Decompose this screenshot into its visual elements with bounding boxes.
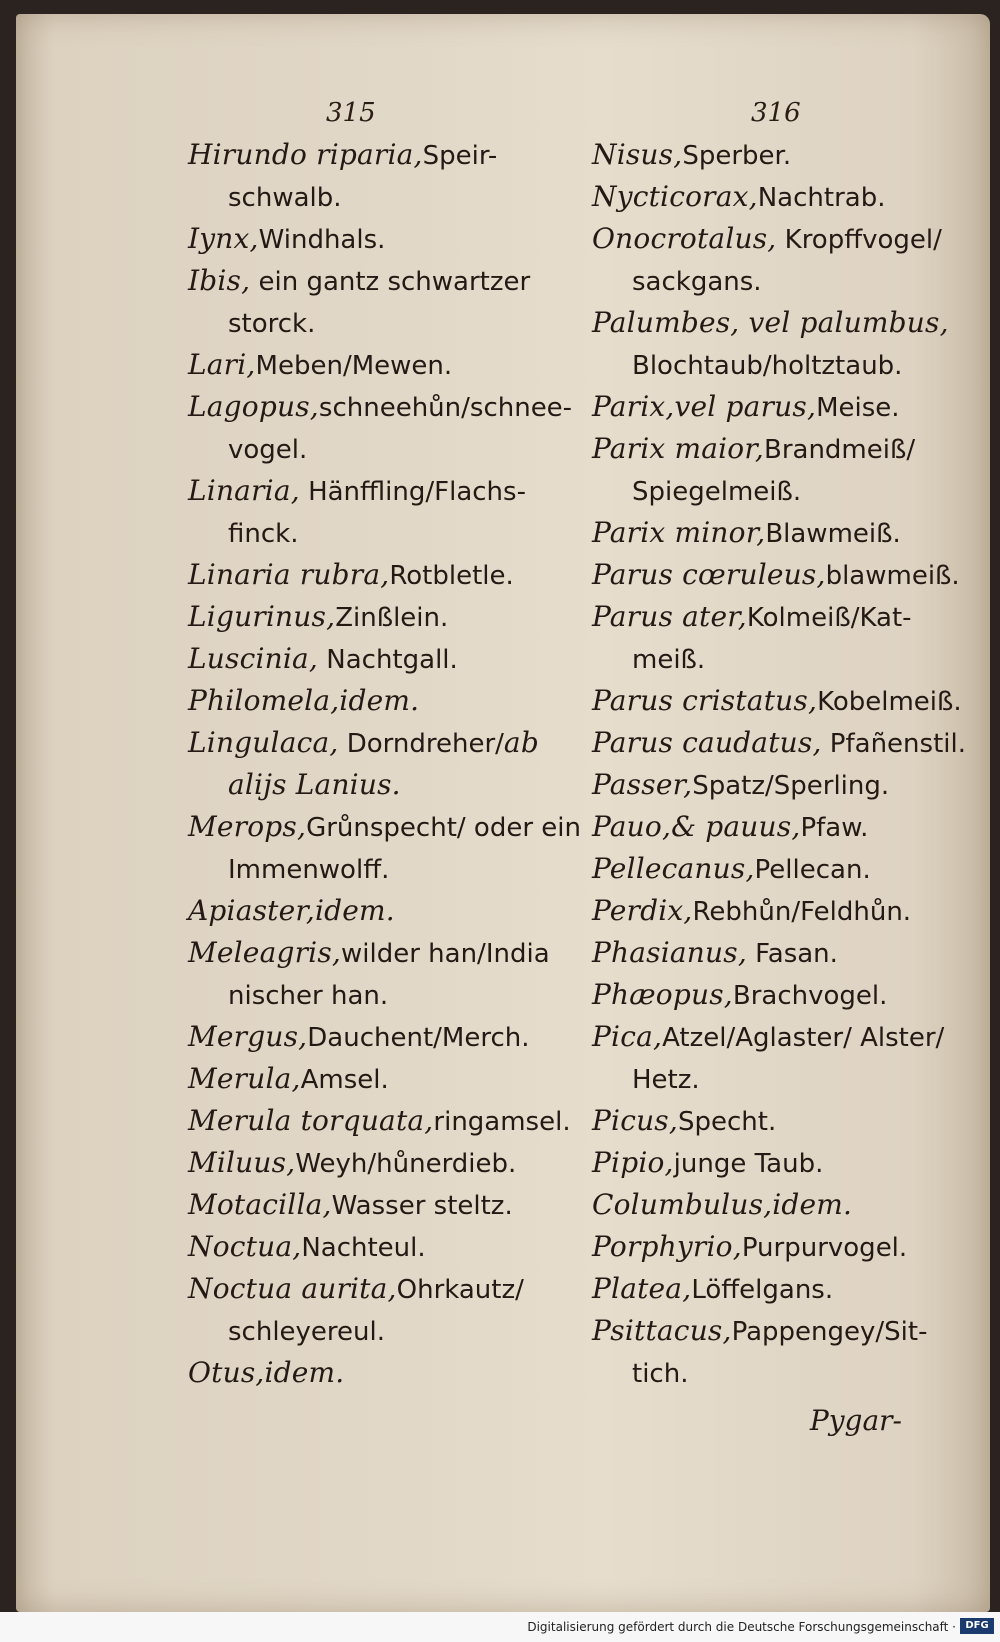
latin-term: Meleagris, <box>188 936 341 969</box>
latin-term: Perdix, <box>592 894 693 927</box>
entry-line <box>592 218 992 260</box>
entry-line <box>592 764 992 806</box>
entry-line <box>592 1226 992 1268</box>
latin-term: Columbulus,idem. <box>592 1188 853 1221</box>
german-term: ringamsel. <box>433 1107 571 1137</box>
german-term: Nachtrab. <box>757 183 886 213</box>
entry-line <box>188 680 568 722</box>
page-number-right: 316 <box>751 98 801 128</box>
latin-term: Noctua, <box>188 1230 302 1263</box>
entry-line <box>188 344 568 386</box>
latin-term: ab <box>503 726 539 759</box>
entry-line <box>592 1142 992 1184</box>
entry-line <box>592 1310 992 1352</box>
german-term: Hetz. <box>632 1065 700 1095</box>
german-term: schwalb. <box>228 183 342 213</box>
entry-line <box>188 1016 568 1058</box>
german-term: Rebhůn/Feldhůn. <box>692 897 912 927</box>
german-term: Purpurvogel. <box>741 1233 908 1263</box>
latin-term: Linaria rubra, <box>188 558 390 591</box>
german-term: storck. <box>228 309 316 339</box>
entry-line <box>188 428 568 470</box>
german-term: Speir- <box>422 141 498 171</box>
german-term: Amsel. <box>300 1065 389 1095</box>
latin-term: Pipio, <box>592 1146 674 1179</box>
german-term: Fasan. <box>746 939 838 969</box>
entry-line <box>188 848 568 890</box>
entry-line <box>188 806 581 848</box>
latin-term: Nycticorax, <box>592 180 758 213</box>
entry-line <box>188 890 568 932</box>
german-term: schleyereul. <box>228 1317 386 1347</box>
latin-term: Porphyrio, <box>592 1230 742 1263</box>
entry-line <box>592 1184 992 1226</box>
entry-line <box>188 218 568 260</box>
entry-line <box>592 890 992 932</box>
entry-line <box>188 470 568 512</box>
page-number-left: 315 <box>326 98 376 128</box>
entry-line <box>592 386 992 428</box>
entry-line <box>592 1100 992 1142</box>
latin-term: Platea, <box>592 1272 692 1305</box>
dfg-logo: DFG <box>960 1618 994 1634</box>
book-page <box>16 14 990 1612</box>
german-term: Ohrkautz/ <box>396 1275 524 1305</box>
german-term: schneehůn/schnee- <box>318 393 573 423</box>
german-term: Pellecan. <box>754 855 871 885</box>
entry-line <box>188 1142 568 1184</box>
latin-term: Lingulaca, <box>188 726 339 759</box>
latin-term: Ibis, <box>188 264 251 297</box>
latin-term: Ligurinus, <box>188 600 336 633</box>
german-term: Brachvogel. <box>732 981 888 1011</box>
entry-line <box>188 1184 568 1226</box>
german-term: Blawmeiß. <box>765 519 901 549</box>
german-term: Dauchent/Merch. <box>307 1023 530 1053</box>
entry-line <box>592 512 992 554</box>
latin-term: Parus cœruleus, <box>592 558 826 591</box>
latin-term: Pellecanus, <box>592 852 755 885</box>
german-term: Weyh/hůnerdieb. <box>295 1149 517 1179</box>
entry-line <box>592 1016 992 1058</box>
latin-term: Passer, <box>592 768 693 801</box>
german-term: Rotbletle. <box>389 561 514 591</box>
latin-term: Parix minor, <box>592 516 766 549</box>
german-term: Wasser steltz. <box>331 1191 513 1221</box>
latin-term: Apiaster,idem. <box>188 894 395 927</box>
entry-line <box>592 302 992 344</box>
entry-line <box>188 764 568 806</box>
entry-line <box>592 680 992 722</box>
latin-term: Linaria, <box>188 474 300 507</box>
entry-line <box>188 260 568 302</box>
german-term: Kolmeiß/Kat- <box>746 603 912 633</box>
entry-line <box>188 512 568 554</box>
entry-line <box>188 1100 571 1142</box>
german-term: Kropffvogel/ <box>776 225 942 255</box>
latin-term: Lagopus, <box>188 390 319 423</box>
german-term: Grůnspecht/ oder ein <box>306 813 581 843</box>
latin-term: Iynx, <box>188 222 259 255</box>
latin-term: Parix,vel parus, <box>592 390 817 423</box>
entry-line <box>592 554 992 596</box>
entry-line <box>592 932 992 974</box>
german-term: sackgans. <box>632 267 762 297</box>
german-term: Spiegelmeiß. <box>632 477 802 507</box>
latin-term: Merops, <box>188 810 307 843</box>
german-term: junge Taub. <box>673 1149 824 1179</box>
latin-term: Philomela,idem. <box>188 684 420 717</box>
entry-line <box>592 344 992 386</box>
latin-term: Picus, <box>592 1104 678 1137</box>
entry-line <box>592 176 992 218</box>
entry-line <box>592 428 992 470</box>
footer-bar <box>0 1612 1000 1642</box>
latin-term: Pica, <box>592 1020 663 1053</box>
latin-term: Hirundo riparia, <box>188 138 423 171</box>
entry-line <box>592 134 992 176</box>
entry-line <box>188 932 568 974</box>
entry-line <box>188 974 568 1016</box>
entry-line <box>592 596 992 638</box>
latin-term: Luscinia, <box>188 642 319 675</box>
german-term: Pfaw. <box>800 813 869 843</box>
entry-line <box>592 974 992 1016</box>
entry-line <box>592 260 992 302</box>
latin-term: Motacilla, <box>188 1188 332 1221</box>
german-term: Sperber. <box>682 141 792 171</box>
latin-term: alijs Lanius. <box>228 768 401 801</box>
latin-term: Phæopus, <box>592 978 733 1011</box>
entry-line <box>188 722 568 764</box>
german-term: Kobelmeiß. <box>817 687 962 717</box>
german-term: vogel. <box>228 435 308 465</box>
german-term: Nachteul. <box>301 1233 426 1263</box>
german-term: Blochtaub/holtztaub. <box>632 351 903 381</box>
left-column <box>188 134 581 1394</box>
entry-line <box>592 1268 992 1310</box>
german-term: Brandmeiß/ <box>763 435 916 465</box>
german-term: finck. <box>228 519 299 549</box>
german-term: Löffelgans. <box>691 1275 834 1305</box>
german-term: Windhals. <box>258 225 386 255</box>
german-term: blawmeiß. <box>825 561 960 591</box>
entry-line <box>592 722 992 764</box>
german-term: Specht. <box>677 1107 777 1137</box>
entry-line <box>188 1226 568 1268</box>
german-term: tich. <box>632 1359 689 1389</box>
entry-line <box>188 596 568 638</box>
entry-line <box>188 1310 568 1352</box>
latin-term: Phasianus, <box>592 936 747 969</box>
german-term: Meben/Mewen. <box>255 351 453 381</box>
entry-line <box>188 1268 568 1310</box>
latin-term: Pauo,& pauus, <box>592 810 801 843</box>
german-term: Hänffling/Flachs- <box>299 477 526 507</box>
german-term: Nachtgall. <box>318 645 458 675</box>
german-term: Pfañenstil. <box>821 729 966 759</box>
latin-term: Merula, <box>188 1062 301 1095</box>
entry-line <box>188 302 568 344</box>
latin-term: Psittacus, <box>592 1314 732 1347</box>
entry-line <box>188 554 568 596</box>
latin-term: Otus,idem. <box>188 1356 345 1389</box>
latin-term: Miluus, <box>188 1146 296 1179</box>
latin-term: Mergus, <box>188 1020 308 1053</box>
latin-term: Parus caudatus, <box>592 726 822 759</box>
catchword: Pygar- <box>809 1404 902 1437</box>
entry-line <box>592 470 992 512</box>
german-term: ein gantz schwartzer <box>250 267 531 297</box>
entry-line <box>592 1058 992 1100</box>
latin-term: Merula torquata, <box>188 1104 434 1137</box>
german-term: nischer han. <box>228 981 389 1011</box>
entry-line <box>188 1058 568 1100</box>
latin-term: Parus ater, <box>592 600 747 633</box>
latin-term: Parix maior, <box>592 432 764 465</box>
latin-term: Palumbes, vel palumbus, <box>592 306 949 339</box>
german-term: Meise. <box>816 393 900 423</box>
entry-line <box>592 638 992 680</box>
entry-line <box>188 1352 568 1394</box>
latin-term: Lari, <box>188 348 256 381</box>
entry-line <box>188 638 568 680</box>
german-term: wilder han/India <box>341 939 550 969</box>
funding-credit: Digitalisierung gefördert durch die Deutsche Forschungsgemeinschaft · <box>527 1620 956 1634</box>
latin-term: Parus cristatus, <box>592 684 818 717</box>
german-term: Pappengey/Sit- <box>731 1317 928 1347</box>
german-term: Atzel/Aglaster/ Alster/ <box>662 1023 945 1053</box>
german-term: Immenwolff. <box>228 855 390 885</box>
entry-line <box>592 848 992 890</box>
latin-term: Noctua aurita, <box>188 1272 397 1305</box>
entry-line <box>592 806 992 848</box>
latin-term: Nisus, <box>592 138 683 171</box>
entry-line <box>188 386 573 428</box>
german-term: meiß. <box>632 645 706 675</box>
entry-line <box>592 1352 992 1394</box>
entry-line <box>188 176 568 218</box>
german-term: Zinßlein. <box>335 603 449 633</box>
german-term: Spatz/Sperling. <box>692 771 890 801</box>
right-column <box>592 134 992 1442</box>
latin-term: Onocrotalus, <box>592 222 777 255</box>
german-term: Dorndreher/ <box>338 729 504 759</box>
entry-line <box>188 134 568 176</box>
